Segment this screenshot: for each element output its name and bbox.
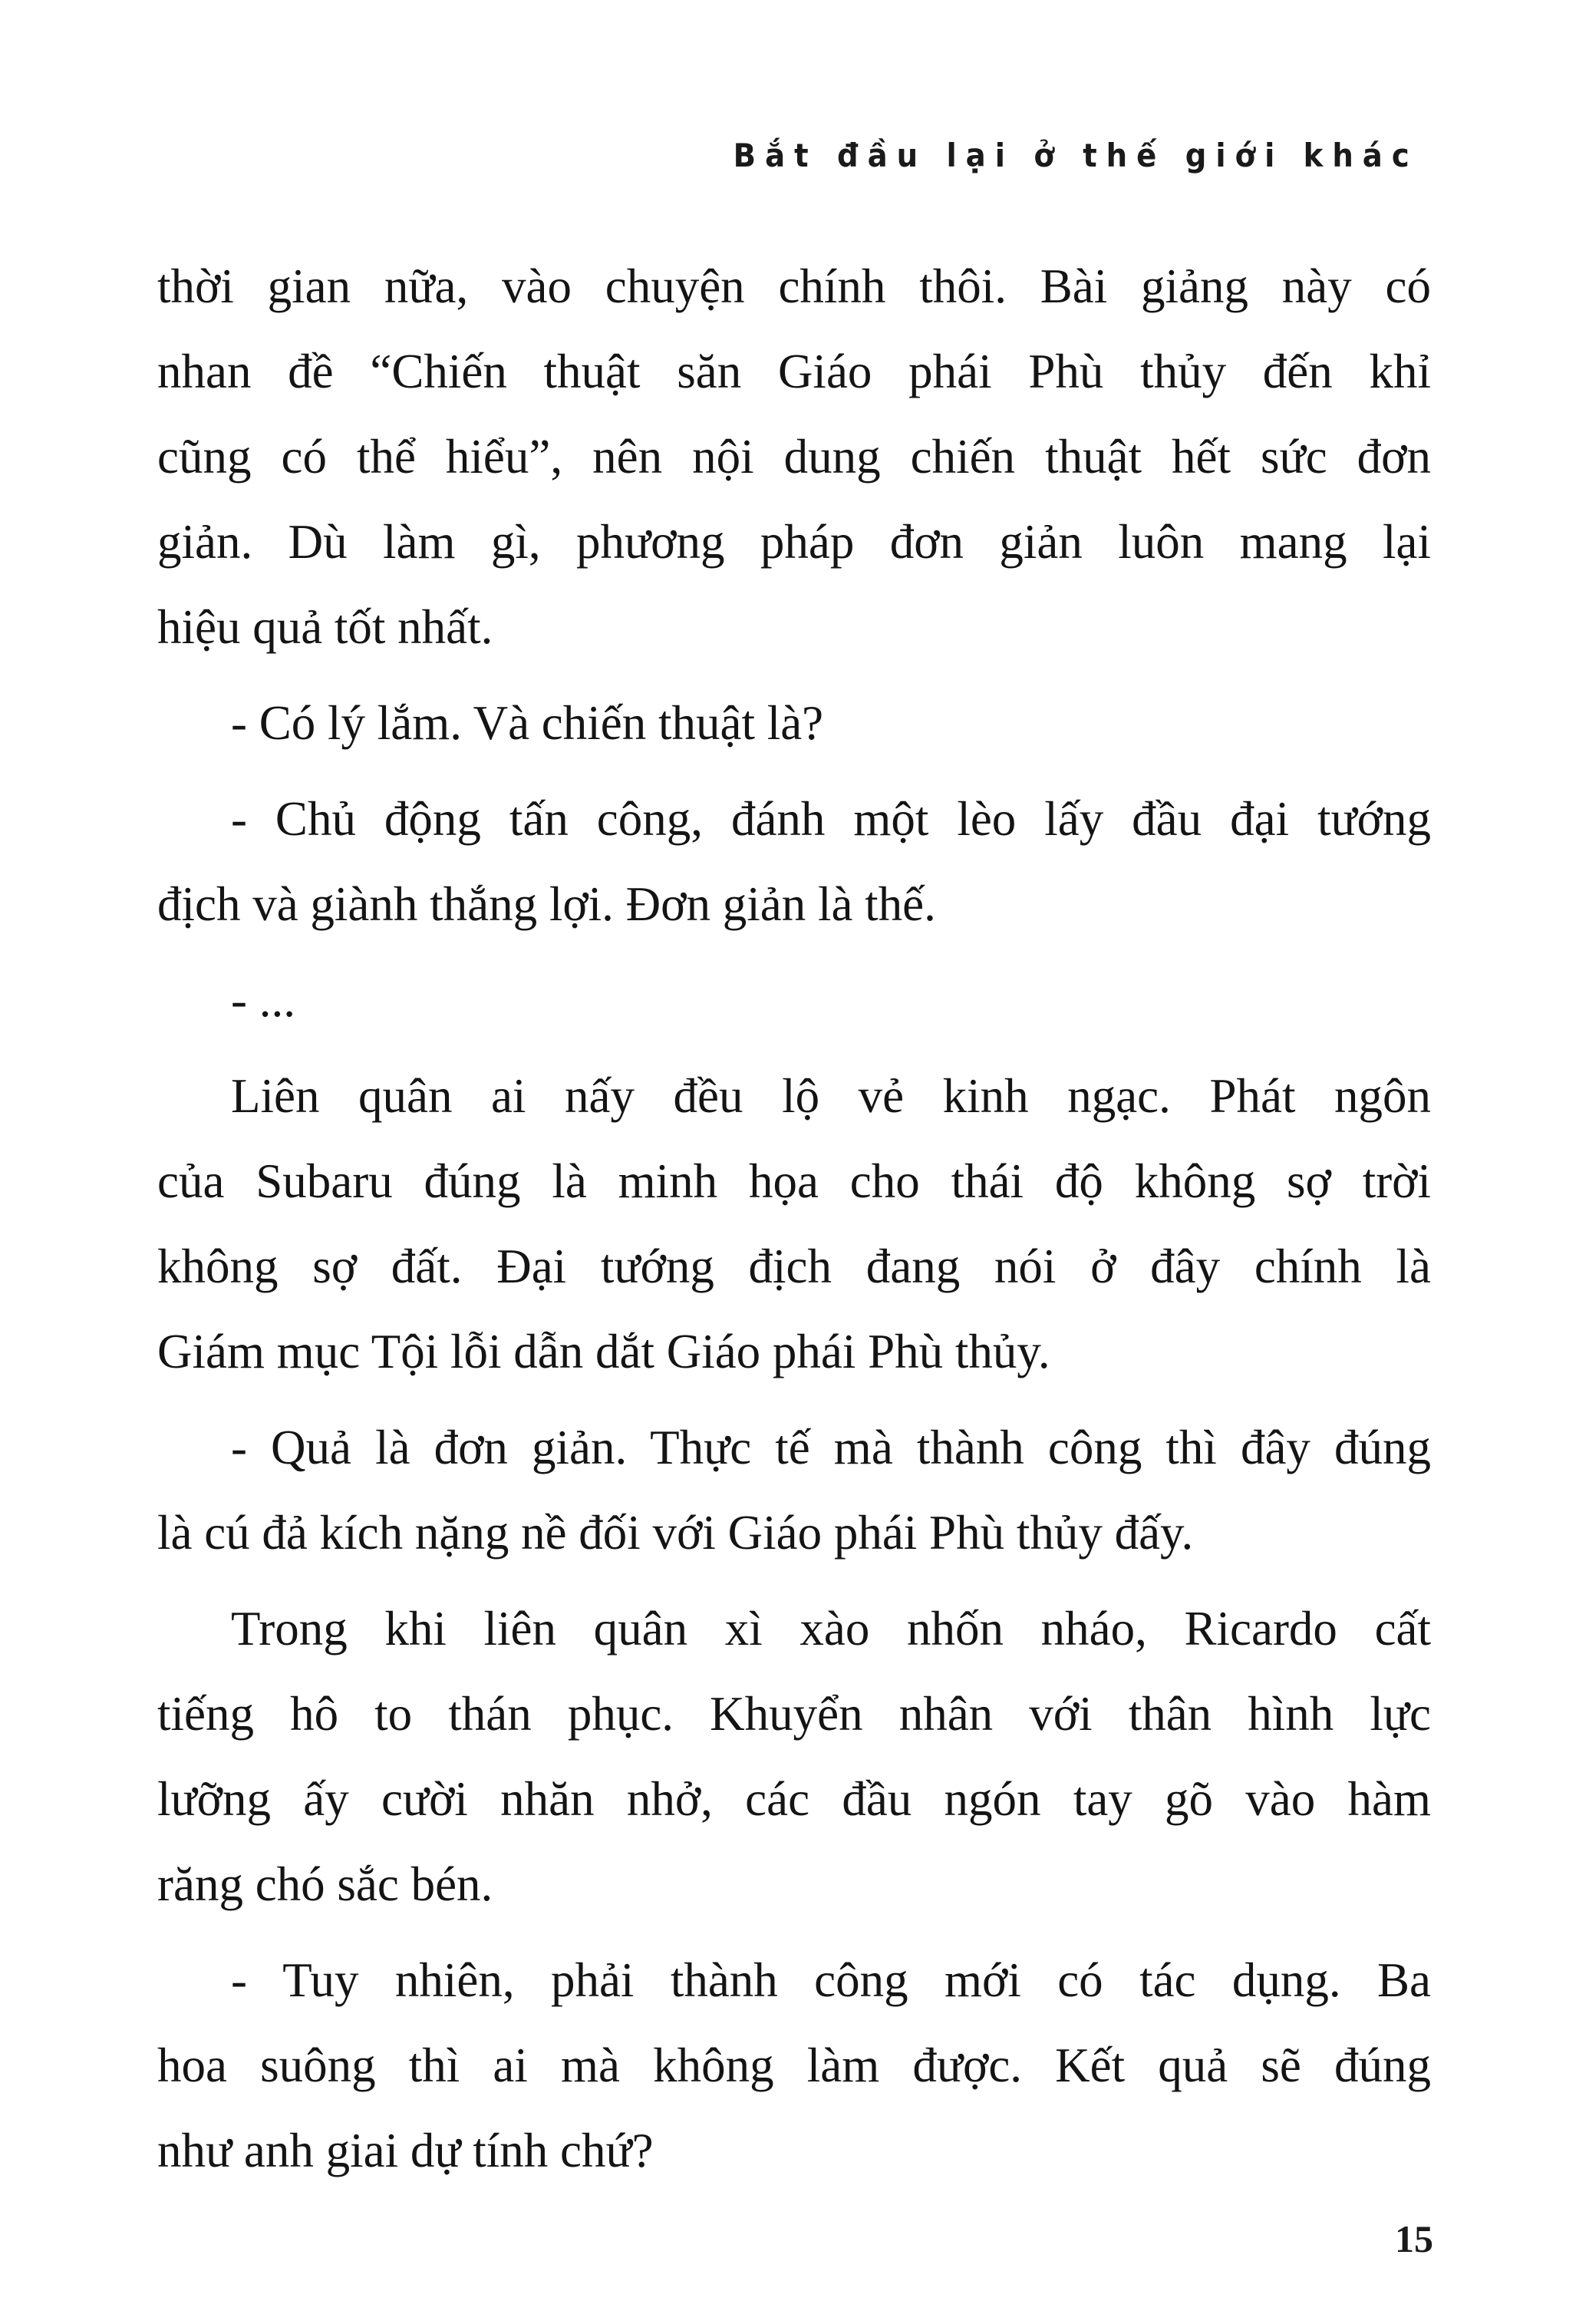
text-line: Liên quân ai nấy đều lộ vẻ kinh ngạc. Phát ngôn	[231, 1069, 1431, 1123]
text-line: địch và giành thắng lợi. Đơn giản là thế.	[157, 877, 936, 931]
paragraph	[157, 1586, 1431, 1927]
text-line: cũng có thể hiểu”, nên nội dung chiến thuật hết sức đơn	[157, 430, 1431, 484]
text-line: nhan đề “Chiến thuật săn Giáo phái Phù thủy đến khỉ	[157, 345, 1431, 398]
text-line: - Có lý lắm. Và chiến thuật là?	[231, 696, 824, 750]
paragraph	[157, 1054, 1431, 1395]
text-line: không sợ đất. Đại tướng địch đang nói ở đây chính là	[157, 1240, 1431, 1293]
text-line: Giám mục Tội lỗi dẫn dắt Giáo phái Phù thủy.	[157, 1325, 1050, 1378]
text-line: tiếng hô to thán phục. Khuyển nhân với thân hình lực	[157, 1687, 1431, 1741]
paragraph	[157, 958, 1431, 1043]
text-line: của Subaru đúng là minh họa cho thái độ không sợ trời	[157, 1154, 1431, 1208]
text-line: hiệu quả tốt nhất.	[157, 600, 493, 654]
page-number: 15	[1395, 2217, 1433, 2260]
text-line: giản. Dù làm gì, phương pháp đơn giản luôn mang lại	[157, 515, 1431, 569]
paragraph	[157, 1938, 1431, 2194]
text-line: - Quả là đơn giản. Thực tế mà thành công thì đây đúng	[231, 1421, 1431, 1474]
text-line: - Chủ động tấn công, đánh một lèo lấy đầu đại tướng	[231, 792, 1431, 846]
text-line: như anh giai dự tính chứ?	[157, 2124, 654, 2177]
running-head: Bắt đầu lại ở thế giới khác	[733, 137, 1419, 174]
text-line: lưỡng ấy cười nhăn nhở, các đầu ngón tay gõ vào hàm	[157, 1772, 1431, 1826]
text-line: Trong khi liên quân xì xào nhốn nháo, Ricardo cất	[231, 1602, 1431, 1656]
text-line: răng chó sắc bén.	[157, 1857, 493, 1911]
text-line: thời gian nữa, vào chuyện chính thôi. Bài giảng này có	[157, 259, 1431, 313]
text-line: là cú đả kích nặng nề đối với Giáo phái Phù thủy đấy.	[157, 1506, 1194, 1560]
body-text	[157, 244, 1431, 2204]
paragraph	[157, 1405, 1431, 1576]
text-line: - Tuy nhiên, phải thành công mới có tác dụng. Ba	[231, 1953, 1431, 2007]
paragraph	[157, 777, 1431, 947]
paragraph	[157, 681, 1431, 766]
paragraph	[157, 244, 1431, 670]
text-line: hoa suông thì ai mà không làm được. Kết quả sẽ đúng	[157, 2038, 1431, 2092]
text-line: - ...	[231, 973, 295, 1027]
